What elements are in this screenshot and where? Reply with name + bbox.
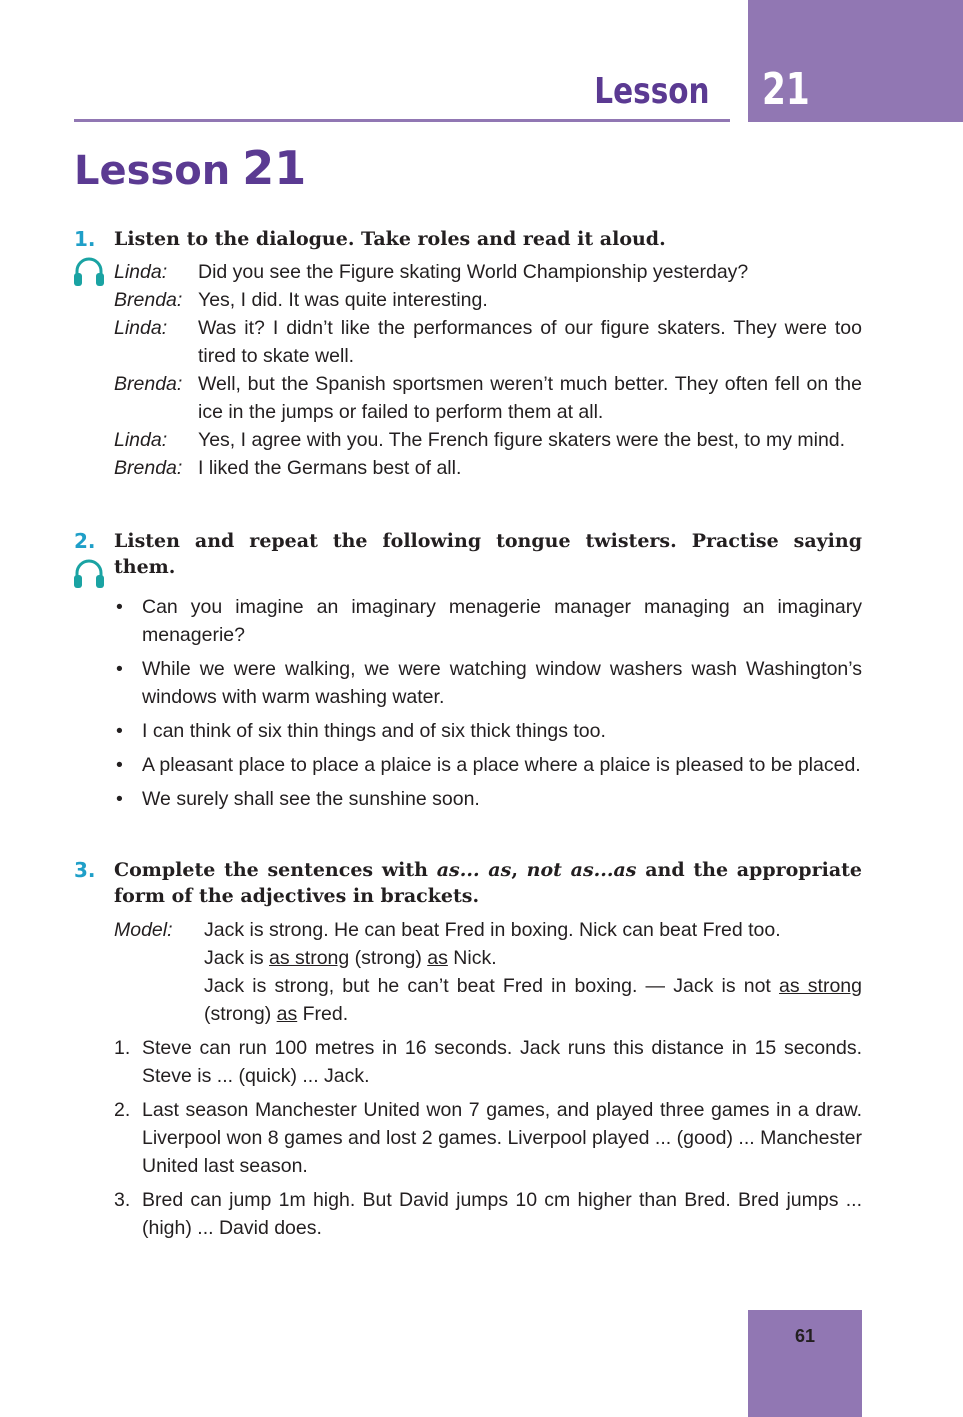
instruction-part: , [511, 859, 527, 881]
header-rule [74, 119, 730, 122]
list-item [114, 785, 862, 813]
speaker: Brenda: [114, 457, 183, 479]
list-item [114, 655, 862, 711]
dialogue-line [114, 286, 862, 314]
list-item-text: A pleasant place to place a plaice is a place where a plaice is pleased to be placed. [142, 754, 861, 776]
exercise-item [114, 1186, 862, 1242]
exercise-list [114, 1034, 862, 1248]
task-2-number: 2. [74, 529, 96, 553]
list-item [114, 751, 862, 779]
bullet-mark: • [116, 754, 123, 776]
model-answer: as [276, 1003, 298, 1025]
dialogue-line [114, 370, 862, 426]
headphones-icon[interactable] [72, 558, 106, 590]
dialogue [114, 258, 862, 482]
dialogue-text: Did you see the Figure skating World Championship yesterday? [198, 261, 749, 283]
model-label: Model: [114, 919, 173, 941]
instruction-pattern: as... as [436, 859, 512, 881]
speaker: Linda: [114, 429, 168, 451]
dialogue-line [114, 426, 862, 454]
list-item-text: While we were walking, we were watching window washers wash Washington’s windows with warm washing water. [142, 658, 862, 708]
instruction-pattern: not as...as [526, 859, 637, 881]
task-1-instruction: Listen to the dialogue. Take roles and read it aloud. [114, 228, 666, 250]
list-item-text: Can you imagine an imaginary menagerie manager managing an imaginary menagerie? [142, 596, 862, 646]
exercise-number: 3. [114, 1189, 131, 1211]
task-3-number: 3. [74, 858, 96, 882]
dialogue-line [114, 314, 862, 370]
model-body [204, 916, 862, 1028]
bullet-mark: • [116, 788, 123, 810]
list-item-text: We surely shall see the sunshine soon. [142, 788, 480, 810]
title-word: Lesson [74, 148, 231, 194]
instruction-part: and the appropriate form of the adjectives in brackets. [114, 859, 863, 907]
instruction-part: Complete the sentences with [114, 859, 437, 881]
model-part: Fred. [297, 1003, 349, 1025]
dialogue-text: Yes, I agree with you. The French figure skaters were the best, to my mind. [198, 429, 846, 451]
dialogue-text: I liked the Germans best of all. [198, 457, 462, 479]
headphones-icon[interactable] [72, 256, 106, 288]
exercise-item [114, 1096, 862, 1180]
title-number: 21 [242, 141, 307, 195]
model-part: (strong) [349, 947, 428, 969]
model-sentence [204, 944, 862, 972]
task-3-instruction [114, 857, 862, 909]
exercise-text: Steve can run 100 metres in 16 seconds. Jack runs this distance in 15 seconds. Steve is ... (quick) ... Jack. [142, 1037, 862, 1087]
list-item [114, 717, 862, 745]
header-lesson-word: Lesson [594, 71, 710, 112]
page-number: 61 [794, 1326, 816, 1346]
speaker: Linda: [114, 317, 168, 339]
exercise-text: Last season Manchester United won 7 games, and played three games in a draw. Liverpool won 8 games and lost 2 games. Liverpool played ... (good) ... Manchester United last season. [142, 1099, 862, 1177]
dialogue-text: Yes, I did. It was quite interesting. [198, 289, 488, 311]
speaker: Brenda: [114, 289, 183, 311]
model-part: Nick. [447, 947, 497, 969]
model-part: Jack is [204, 947, 270, 969]
list-item [114, 593, 862, 649]
dialogue-text: Well, but the Spanish sportsmen weren’t much better. They often fell on the ice in the jumps or failed to perform them at all. [198, 373, 862, 423]
model-example [114, 916, 862, 1028]
model-row [114, 916, 862, 1028]
bullet-mark: • [116, 658, 123, 680]
task-1-number: 1. [74, 227, 96, 251]
exercise-number: 1. [114, 1037, 131, 1059]
dialogue-line [114, 258, 862, 286]
model-part: Jack is strong, but he can’t beat Fred in boxing. — Jack is not [204, 975, 780, 997]
model-sentence: Jack is strong. He can beat Fred in boxing. Nick can beat Fred too. [204, 919, 781, 941]
exercise-text: Bred can jump 1m high. But David jumps 10 cm higher than Bred. Bred jumps ... (high) ... David does. [142, 1189, 862, 1239]
model-part: (strong) [204, 1003, 277, 1025]
dialogue-text: Was it? I didn’t like the performances of our figure skaters. They were too tired to skate well. [198, 317, 862, 367]
tongue-twister-list [114, 593, 862, 819]
bullet-mark: • [116, 720, 123, 742]
model-answer: as strong [269, 947, 350, 969]
speaker: Linda: [114, 261, 168, 283]
model-sentence [204, 972, 862, 1028]
speaker: Brenda: [114, 373, 183, 395]
model-answer: as strong [779, 975, 862, 997]
dialogue-line [114, 454, 862, 482]
header-lesson-number: 21 [762, 64, 810, 115]
task-2-instruction: Listen and repeat the following tongue twisters. Practise saying them. [114, 530, 862, 578]
list-item-text: I can think of six thin things and of six thick things too. [142, 720, 606, 742]
exercise-number: 2. [114, 1099, 131, 1121]
exercise-item [114, 1034, 862, 1090]
model-answer: as [427, 947, 448, 969]
page-title [74, 140, 306, 207]
bullet-mark: • [116, 596, 123, 618]
